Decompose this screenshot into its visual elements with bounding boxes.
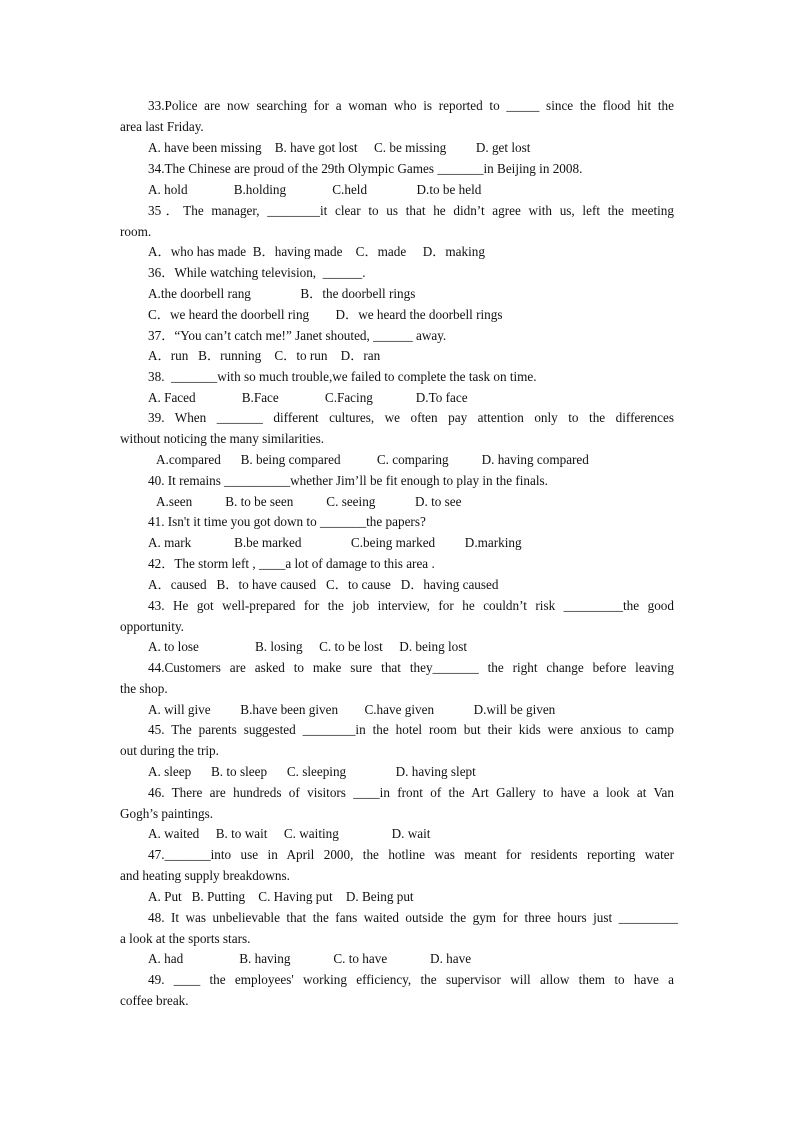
text-line-q38-l1: 38. _______with so much trouble,we failed to complete the task on time. (148, 369, 537, 384)
text-line-q38-opts: A. Faced B.Face C.Facing D.To face (148, 390, 468, 405)
text-line-q35-l1: 35．The manager, ________it clear to us that he didn’t agree with us, left the meeting (148, 203, 674, 218)
text-line-q44-l1: 44.Customers are asked to make sure that they_______ the right change before leaving (148, 660, 674, 675)
text-line-q46-l2: Gogh’s paintings. (120, 806, 214, 821)
text-line-q37-opts: A．run B．running C．to run D．ran (148, 348, 381, 363)
text-line-q35-opts: A．who has made B．having made C．made D．making (148, 244, 485, 259)
text-line-q48-l2: a look at the sports stars. (120, 931, 251, 946)
text-line-q44-opts: A. will give B.have been given C.have given D.will be given (148, 702, 556, 717)
text-line-q36-l1: 36．While watching television, ______. (148, 265, 366, 280)
text-line-q34-l1: 34.The Chinese are proud of the 29th Olympic Games _______in Beijing in 2008. (148, 161, 583, 176)
text-line-q49-l2: coffee break. (120, 993, 189, 1008)
text-line-q42-opts: A．caused B．to have caused C．to cause D．having caused (148, 577, 499, 592)
text-line-q39-l2: without noticing the many similarities. (120, 431, 325, 446)
text-line-q36-opts1: A.the doorbell rang B．the doorbell rings (148, 286, 416, 301)
text-line-q41-l1: 41. Isn't it time you got down to _______the papers? (148, 514, 426, 529)
text-line-q35-l2: room. (120, 224, 152, 239)
text-line-q47-l1: 47._______into use in April 2000, the hotline was meant for residents reporting water (148, 847, 674, 862)
text-line-q46-l1: 46. There are hundreds of visitors ____in front of the Art Gallery to have a look at Van (148, 785, 674, 800)
text-line-q46-opts: A. waited B. to wait C. waiting D. wait (148, 826, 431, 841)
text-line-q39-l1: 39. When _______ different cultures, we often pay attention only to the differences (148, 410, 674, 425)
text-line-q39-opts: A.compared B. being compared C. comparing D. having compared (156, 452, 589, 467)
text-line-q47-opts: A. Put B. Putting C. Having put D. Being put (148, 889, 414, 904)
text-line-q49-l1: 49. ____ the employees' working efficiency, the supervisor will allow them to have a (148, 972, 674, 987)
text-line-q41-opts: A. mark B.be marked C.being marked D.marking (148, 535, 522, 550)
text-line-q48-l1: 48. It was unbelievable that the fans waited outside the gym for three hours just _________ (148, 910, 678, 925)
text-line-q40-opts: A.seen B. to be seen C. seeing D. to see (156, 494, 462, 509)
text-line-q40-l1: 40. It remains __________whether Jim’ll be fit enough to play in the finals. (148, 473, 548, 488)
text-line-q45-opts: A. sleep B. to sleep C. sleeping D. having slept (148, 764, 476, 779)
text-line-q34-opts: A. hold B.holding C.held D.to be held (148, 182, 482, 197)
text-line-q33-l1: 33.Police are now searching for a woman who is reported to _____ since the flood hit the (148, 98, 674, 113)
text-line-q44-l2: the shop. (120, 681, 168, 696)
text-line-q43-opts: A. to lose B. losing C. to be lost D. being lost (148, 639, 468, 654)
text-line-q42-l1: 42．The storm left , ____a lot of damage to this area . (148, 556, 435, 571)
text-line-q47-l2: and heating supply breakdowns. (120, 868, 290, 883)
text-line-q33-l2: area last Friday. (120, 119, 204, 134)
text-line-q33-opts: A. have been missing B. have got lost C. be missing D. get lost (148, 140, 531, 155)
text-line-q43-l2: opportunity. (120, 619, 184, 634)
text-line-q48-opts: A. had B. having C. to have D. have (148, 951, 472, 966)
text-line-q45-l1: 45. The parents suggested ________in the hotel room but their kids were anxious to camp (148, 722, 674, 737)
text-line-q36-opts2: C．we heard the doorbell ring D．we heard the doorbell rings (148, 307, 503, 322)
text-line-q45-l2: out during the trip. (120, 743, 219, 758)
text-line-q43-l1: 43. He got well-prepared for the job interview, for he couldn’t risk _________the good (148, 598, 674, 613)
text-line-q37-l1: 37．“You can’t catch me!” Janet shouted, ______ away. (148, 328, 447, 343)
